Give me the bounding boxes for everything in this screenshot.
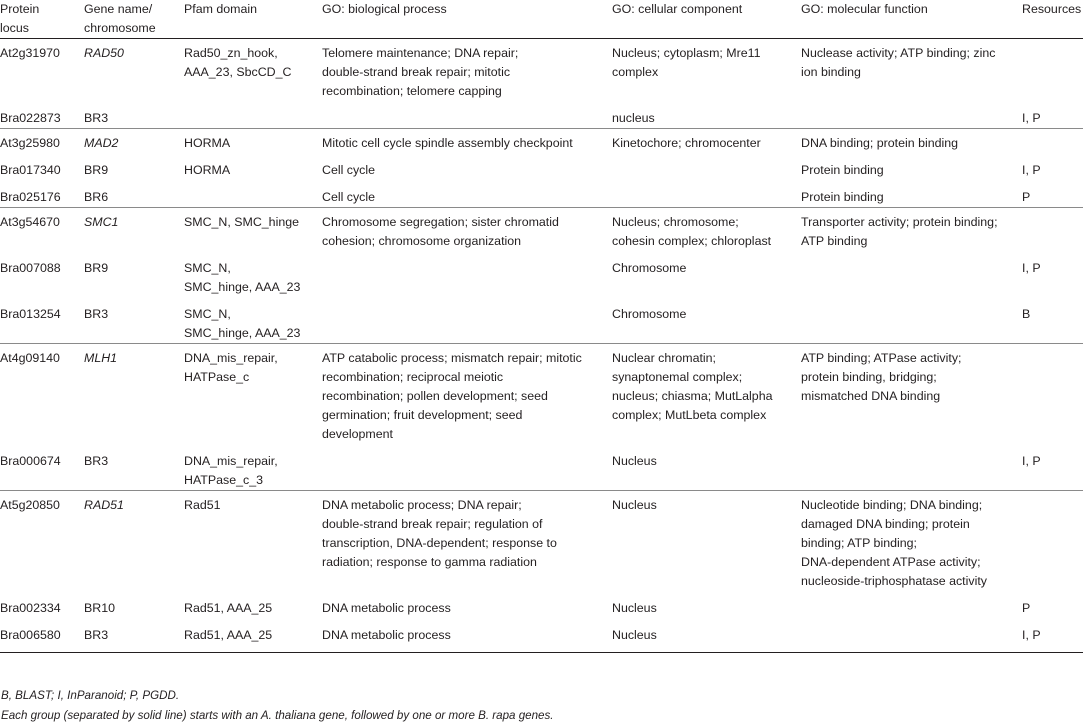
gene-cell [84,208,184,252]
table-row [0,491,1083,592]
bio-process-cell: Mitotic cell cycle spindle assembly checkpoint [322,136,573,150]
header-pfam-domain: Pfam domain [184,2,258,16]
gene-name-italic: RAD50 [84,46,124,60]
cell-component-cell: Chromosome [612,307,687,321]
gene-cell [84,39,184,102]
pfam-cell [184,101,322,129]
table-footnotes [1,686,554,726]
cell-component-cell: Kinetochore; chromocenter [612,136,761,150]
gene-cell: BR6 [84,190,109,204]
bio-process-cell: ATP catabolic process; mismatch repair; mitotic recombination; reciprocal meiotic recombination; pollen development; seed germination; fruit development; seed development [322,351,582,441]
cell-component-cell [612,153,801,180]
mol-function-cell: Nuclease activity; ATP binding; zinc ion binding [801,46,996,79]
gene-cell: BR3 [84,111,109,125]
pfam-cell: HORMA [184,163,231,177]
table-row [0,39,1083,102]
mol-function-cell [801,297,1022,344]
gene-name-italic: SMC1 [84,215,119,229]
table-row [0,344,1083,445]
bio-process-cell [322,297,612,344]
bio-process-cell: Cell cycle [322,190,376,204]
bio-process-cell [322,251,612,297]
bio-process-cell [322,444,612,491]
table-row [0,251,1083,297]
gene-name-italic: MLH1 [84,351,118,365]
pfam-cell: SMC_N, SMC_hinge [184,215,300,229]
cell-component-cell: nucleus [612,111,655,125]
table-row [0,180,1083,208]
cell-component-cell: Nucleus [612,628,657,642]
mol-function-cell [801,251,1022,297]
locus-cell: At4g09140 [0,351,60,365]
gene-cell [84,344,184,445]
resources-cell [1022,491,1083,592]
pfam-cell: DNA_mis_repair, HATPase_c_3 [184,454,278,487]
table-header [0,0,1083,39]
table-body [0,39,1083,653]
mol-function-cell [801,101,1022,129]
bio-process-cell: DNA metabolic process; DNA repair; double-strand break repair; regulation of transcription, DNA-dependent; response to radiation; response to gamma radiation [322,498,557,569]
mol-function-cell: Protein binding [801,190,884,204]
resources-cell [1022,344,1083,445]
footnote-abbreviations: B, BLAST; I, InParanoid; P, PGDD. [1,689,180,702]
mol-function-cell: ATP binding; ATPase activity; protein binding, bridging; mismatched DNA binding [801,351,962,403]
mol-function-cell: DNA binding; protein binding [801,136,959,150]
mol-function-cell: Transporter activity; protein binding; ATP binding [801,215,998,248]
locus-cell: Bra017340 [0,163,61,177]
header-go-molecular: GO: molecular function [801,2,928,16]
cell-component-cell: Chromosome [612,261,687,275]
header-row [0,0,1083,39]
bio-process-cell: Telomere maintenance; DNA repair; double-strand break repair; mitotic recombination; telomere capping [322,46,519,98]
table-row [0,153,1083,180]
gene-cell [84,129,184,154]
pfam-cell: DNA_mis_repair, HATPase_c [184,351,278,384]
resources-cell [1022,39,1083,102]
locus-cell: Bra025176 [0,190,61,204]
pfam-cell: Rad51 [184,498,221,512]
mol-function-cell [801,618,1022,653]
bio-process-cell: Cell cycle [322,163,376,177]
table-row [0,208,1083,252]
resources-cell [1022,129,1083,154]
pfam-cell: HORMA [184,136,231,150]
locus-cell: Bra007088 [0,261,61,275]
table-row [0,101,1083,129]
bio-process-cell [322,101,612,129]
mol-function-cell [801,444,1022,491]
cell-component-cell: Nuclear chromatin; synaptonemal complex; nucleus; chiasma; MutLalpha complex; MutLbeta complex [612,351,773,422]
resources-cell: P [1022,601,1031,615]
bio-process-cell: Chromosome segregation; sister chromatid cohesion; chromosome organization [322,215,559,248]
gene-name-italic: RAD51 [84,498,124,512]
cell-component-cell: Nucleus [612,498,657,512]
header-go-cellular: GO: cellular component [612,2,743,16]
table-row [0,444,1083,491]
gene-name-italic: MAD2 [84,136,119,150]
cell-component-cell: Nucleus; chromosome; cohesin complex; chloroplast [612,215,772,248]
table-row [0,618,1083,653]
cell-component-cell [612,180,801,208]
locus-cell: Bra002334 [0,601,61,615]
header-resources: Resources [1022,2,1082,16]
pfam-cell [184,180,322,208]
footnote-grouping: Each group (separated by solid line) starts with an A. thaliana gene, followed by one or more B. rapa genes. [1,709,554,722]
locus-cell: Bra000674 [0,454,61,468]
resources-cell: I, P [1022,628,1041,642]
header-go-biological: GO: biological process [322,2,447,16]
gene-cell: BR3 [84,307,109,321]
locus-cell: Bra006580 [0,628,61,642]
locus-cell: At2g31970 [0,46,60,60]
locus-cell: Bra022873 [0,111,61,125]
table-row [0,591,1083,618]
resources-cell: P [1022,190,1031,204]
locus-cell: At3g25980 [0,136,60,150]
mol-function-cell: Protein binding [801,163,884,177]
bio-process-cell: DNA metabolic process [322,601,451,615]
pfam-cell: Rad50_zn_hook, AAA_23, SbcCD_C [184,46,292,79]
pfam-cell: SMC_N, SMC_hinge, AAA_23 [184,307,301,340]
cell-component-cell: Nucleus [612,601,657,615]
cell-component-cell: Nucleus [612,454,657,468]
pfam-cell: Rad51, AAA_25 [184,601,273,615]
resources-cell: I, P [1022,261,1041,275]
header-protein-locus: Protein locus [0,2,40,35]
gene-cell: BR9 [84,163,109,177]
gene-cell [84,491,184,592]
gene-cell: BR3 [84,454,109,468]
resources-cell: I, P [1022,111,1041,125]
table-row [0,129,1083,154]
gene-cell: BR9 [84,261,109,275]
bio-process-cell: DNA metabolic process [322,628,451,642]
resources-cell: I, P [1022,163,1041,177]
header-gene-name: Gene name/ chromosome [84,2,156,35]
locus-cell: Bra013254 [0,307,61,321]
resources-cell: I, P [1022,454,1041,468]
resources-cell: B [1022,307,1031,321]
cell-component-cell: Nucleus; cytoplasm; Mre11 complex [612,46,761,79]
pfam-cell: SMC_N, SMC_hinge, AAA_23 [184,261,301,294]
gene-cell: BR3 [84,628,109,642]
pfam-cell: Rad51, AAA_25 [184,628,273,642]
mol-function-cell [801,591,1022,618]
locus-cell: At5g20850 [0,498,60,512]
table-row [0,297,1083,344]
locus-cell: At3g54670 [0,215,60,229]
mol-function-cell: Nucleotide binding; DNA binding; damaged DNA binding; protein binding; ATP binding; DNA-dependent ATPase activity; nucleoside-triphosphatase activity [801,498,987,588]
resources-cell [1022,208,1083,252]
gene-cell: BR10 [84,601,115,615]
